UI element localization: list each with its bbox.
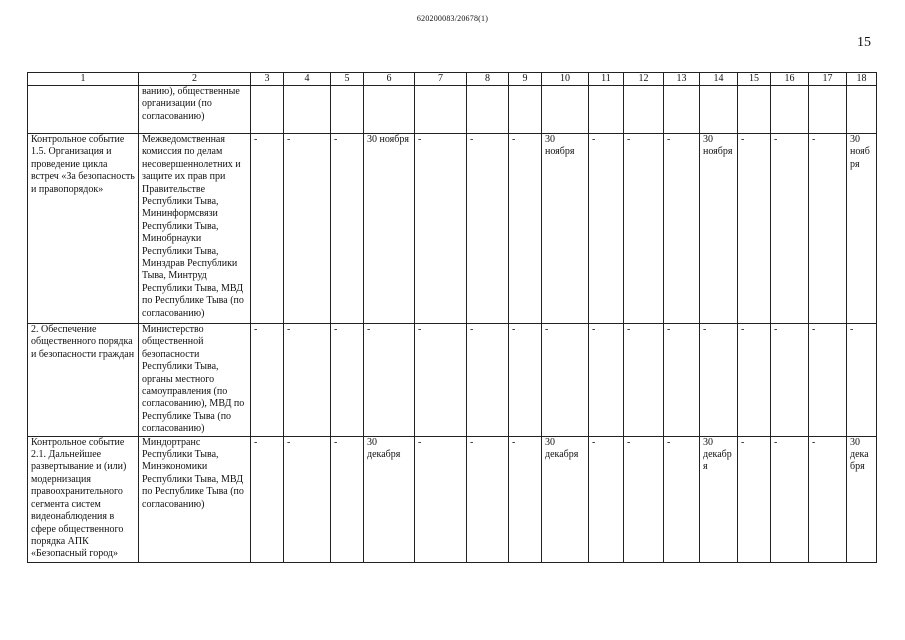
column-header: 2 xyxy=(139,73,251,86)
table-cell: - xyxy=(738,436,771,562)
table-cell: - xyxy=(542,324,589,437)
column-header: 1 xyxy=(28,73,139,86)
page-number: 15 xyxy=(857,35,871,50)
table-cell: - xyxy=(589,436,624,562)
table-row xyxy=(28,436,877,562)
column-header: 4 xyxy=(284,73,331,86)
table-cell: - xyxy=(738,324,771,437)
column-header: 16 xyxy=(771,73,809,86)
column-header: 3 xyxy=(251,73,284,86)
table-cell: - xyxy=(251,436,284,562)
table-cell: - xyxy=(847,324,877,437)
table-cell: - xyxy=(700,324,738,437)
table-cell xyxy=(700,86,738,134)
table-cell xyxy=(847,86,877,134)
row-name-cell: Контрольное событие 2.1. Дальнейшее развертывание и (или) модернизация правоохранительного сегмента систем видеонаблюдения в сфере общественного порядка АПК «Безопасный город» xyxy=(28,436,139,562)
table-cell: - xyxy=(624,436,664,562)
table-cell xyxy=(542,86,589,134)
table-cell: - xyxy=(624,134,664,324)
table-cell: 30 декабря xyxy=(542,436,589,562)
column-header: 18 xyxy=(847,73,877,86)
table-cell: - xyxy=(251,134,284,324)
table-cell xyxy=(284,86,331,134)
table-cell: - xyxy=(589,134,624,324)
table-cell xyxy=(624,86,664,134)
row-name-cell xyxy=(28,86,139,134)
table-cell xyxy=(809,86,847,134)
table-cell: - xyxy=(251,324,284,437)
column-header: 7 xyxy=(415,73,467,86)
table-cell: - xyxy=(331,324,364,437)
column-header: 15 xyxy=(738,73,771,86)
row-responsible-cell: Миндортранс Республики Тыва, Минэкономики Республики Тыва, МВД по Республике Тыва (по согласованию) xyxy=(139,436,251,562)
table-row xyxy=(28,134,877,324)
table-cell: - xyxy=(415,324,467,437)
table-cell: - xyxy=(664,324,700,437)
row-responsible-cell: ванию), общественные организации (по согласованию) xyxy=(139,86,251,134)
table-row xyxy=(28,86,877,134)
table-cell xyxy=(738,86,771,134)
column-header: 6 xyxy=(364,73,415,86)
table-cell: - xyxy=(509,324,542,437)
table-cell: - xyxy=(809,436,847,562)
column-header: 14 xyxy=(700,73,738,86)
table-cell: - xyxy=(284,436,331,562)
column-header: 12 xyxy=(624,73,664,86)
table-cell: 30 декабря xyxy=(700,436,738,562)
table-cell: 30 ноября xyxy=(364,134,415,324)
table-cell: - xyxy=(664,436,700,562)
table-cell xyxy=(467,86,509,134)
row-name-cell: 2. Обеспечение общественного порядка и безопасности граждан xyxy=(28,324,139,437)
row-responsible-cell: Министерство общественной безопасности Республики Тыва, органы местного самоуправления (по согласованию), МВД по Республике Тыва (по согласованию) xyxy=(139,324,251,437)
column-header: 17 xyxy=(809,73,847,86)
column-header: 5 xyxy=(331,73,364,86)
table-cell xyxy=(415,86,467,134)
table-cell xyxy=(509,86,542,134)
column-header: 11 xyxy=(589,73,624,86)
table-cell: - xyxy=(364,324,415,437)
table-cell: - xyxy=(331,436,364,562)
table-cell xyxy=(771,86,809,134)
table-cell: - xyxy=(509,436,542,562)
table-cell: - xyxy=(467,324,509,437)
document-code: 620200083/20678(1) xyxy=(416,14,489,23)
table-cell: 30 ноября xyxy=(847,134,877,324)
column-header: 8 xyxy=(467,73,509,86)
table-cell: - xyxy=(589,324,624,437)
column-header: 9 xyxy=(509,73,542,86)
table-cell: - xyxy=(467,134,509,324)
table-cell xyxy=(331,86,364,134)
table-cell: 30 ноября xyxy=(542,134,589,324)
table-row xyxy=(28,324,877,437)
plan-table xyxy=(27,72,877,563)
table-cell: - xyxy=(284,134,331,324)
table-cell: 30 декабря xyxy=(847,436,877,562)
table-cell: - xyxy=(284,324,331,437)
column-header: 13 xyxy=(664,73,700,86)
table-cell: - xyxy=(331,134,364,324)
table-cell: - xyxy=(415,134,467,324)
table-cell: - xyxy=(624,324,664,437)
table-cell xyxy=(589,86,624,134)
table-cell: - xyxy=(415,436,467,562)
column-header: 10 xyxy=(542,73,589,86)
table-cell xyxy=(664,86,700,134)
table-cell: - xyxy=(738,134,771,324)
table-cell: - xyxy=(809,134,847,324)
table-cell: - xyxy=(771,134,809,324)
table-cell: 30 ноября xyxy=(700,134,738,324)
table-cell: - xyxy=(771,324,809,437)
table-cell xyxy=(251,86,284,134)
row-name-cell: Контрольное событие 1.5. Организация и проведение цикла встреч «За безопасность и правопорядок» xyxy=(28,134,139,324)
table-cell: 30 декабря xyxy=(364,436,415,562)
table-cell: - xyxy=(771,436,809,562)
table-cell: - xyxy=(664,134,700,324)
table-cell: - xyxy=(509,134,542,324)
header-row xyxy=(28,73,877,86)
table-cell: - xyxy=(809,324,847,437)
row-responsible-cell: Межведомственная комиссия по делам несовершеннолетних и защите их прав при Правительстве Республики Тыва, Мининформсвязи Республики Тыва, Минобрнауки Республики Тыва, Минздрав Республики Тыва, Минтруд Республики Тыва, МВД по Республике Тыва (по согласованию) xyxy=(139,134,251,324)
table-cell: - xyxy=(467,436,509,562)
table-cell xyxy=(364,86,415,134)
